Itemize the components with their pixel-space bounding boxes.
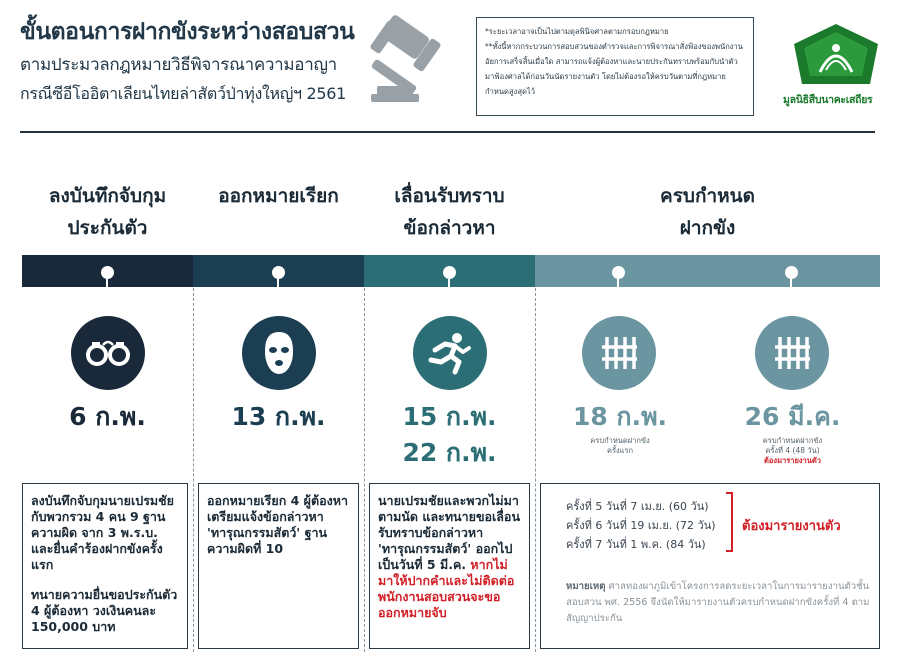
stage-title-postpone-line1: เลื่อนรับทราบ xyxy=(394,185,505,207)
timeline-marker xyxy=(272,266,285,279)
detention-first-note-line2: ครั้งแรก xyxy=(606,446,634,455)
gavel-icon xyxy=(363,14,463,114)
stage-title-detention xyxy=(535,180,880,244)
stage-title-arrest xyxy=(22,180,193,244)
page-subtitle: ตามประมวลกฎหมายวิธีพิจารณาความอาญา xyxy=(20,55,337,75)
report-label: ต้องมารายงานตัว xyxy=(742,519,841,534)
stage-title-arrest-line2: ประกันตัว xyxy=(67,217,148,239)
disclaimer-note-1: *ระยะเวลาอาจเป็นไปตามดุลพินิจศาลตามกรอบกฎหมาย xyxy=(485,27,669,36)
column-divider xyxy=(535,288,536,652)
appointment-item: ครั้งที่ 7 วันที่ 1 พ.ค. (84 วัน) xyxy=(566,538,706,551)
balaclava-icon xyxy=(242,316,316,390)
remark-body: ศาลทองผาภูมิเข้าโครงการลดระยะเวลาในการมารายงานตัวชั้นสอบสวน พศ. 2556 จึงนัดให้มารายงานตัวครบกำหนดฝากขังครั้งที่ 4 ตามสัญญาประกัน xyxy=(566,581,870,624)
date-arrest: 6 ก.พ. xyxy=(69,402,146,431)
timeline-marker xyxy=(101,266,114,279)
timeline-tick xyxy=(448,279,450,287)
disclaimer-note-2: **ทั้งนี้หากกระบวนการสอบสวนของตำรวจและการพิจารณาสั่งฟ้องของพนักงานอัยการเสร็จสิ้นเมื่อใด สามารถแจ้งผู้ต้องหาและนายประกันทราบพร้อมกับนำตัวมาฟ้องศาลได้ก่อนวันนัดรายงานตัว โดยไม่ต้องรอให้ครบวันตามที่กฎหมายกำหนดสูงสุดไว้ xyxy=(485,42,743,96)
detail-box-postpone xyxy=(369,483,530,649)
date-summons: 13 ก.พ. xyxy=(231,402,326,431)
detention-fourth-note-alert: ต้องมารายงานตัว xyxy=(764,456,821,465)
jail-bars-icon xyxy=(755,316,829,390)
remark-label: หมายเหตุ xyxy=(566,581,606,592)
appointment-bracket xyxy=(726,492,733,552)
column-divider xyxy=(193,288,194,652)
header-divider xyxy=(20,131,875,133)
detail-postpone-warning: หากไม่มาให้ปากคำและไม่ติดต่อพนักงานสอบสวนจะขอออกหมายจับ xyxy=(378,557,515,620)
detention-first-note xyxy=(535,436,705,456)
running-man-icon xyxy=(413,316,487,390)
stage-title-summons xyxy=(193,180,364,212)
detail-postpone-plain: นายเปรมชัยและพวกไม่มาตามนัด และทนายขอเลื่อนรับทราบข้อกล่าวหา 'ทารุณกรรมสัตว์' ออกไปเป็นวันที่ 5 มี.ค. xyxy=(378,493,520,572)
remark-text xyxy=(566,579,870,627)
detention-first-note-line1: ครบกำหนดฝากขัง xyxy=(590,436,650,445)
date-postpone-1: 15 ก.พ. xyxy=(402,402,497,431)
date-detention-fourth: 26 มี.ค. xyxy=(744,402,841,431)
stage-title-postpone-line2: ข้อกล่าวหา xyxy=(403,217,496,239)
appointment-item: ครั้งที่ 5 วันที่ 7 เม.ย. (60 วัน) xyxy=(566,500,709,513)
timeline-band-stage4 xyxy=(535,255,880,287)
detail-box-summons xyxy=(198,483,359,649)
case-title: กรณีซีอีโออิตาเลียนไทยล่าสัตว์ป่าทุ่งใหญ่ฯ 2561 xyxy=(20,84,347,103)
timeline-marker xyxy=(785,266,798,279)
detention-fourth-note-line1: ครบกำหนดฝากขัง xyxy=(762,436,823,445)
appointment-item: ครั้งที่ 6 วันที่ 19 เม.ย. (72 วัน) xyxy=(566,519,716,532)
timeline-tick xyxy=(617,279,619,287)
foundation-name: มูลนิธิสืบนาคะเสถียร xyxy=(783,94,873,106)
timeline-marker xyxy=(443,266,456,279)
stage-title-postpone xyxy=(364,180,535,244)
detail-bail-text: ทนายความยื่นขอประกันตัว 4 ผู้ต้องหา วงเงินคนละ 150,000 บาท xyxy=(31,587,178,634)
foundation-logo xyxy=(790,22,882,90)
stage-title-summons-line1: ออกหมายเรียก xyxy=(218,185,339,207)
date-postpone-2: 22 ก.พ. xyxy=(402,438,497,467)
stage-title-arrest-line1: ลงบันทึกจับกุม xyxy=(48,185,167,207)
stage-title-detention-line2: ฝากขัง xyxy=(679,217,736,239)
detail-postpone-text xyxy=(378,493,521,621)
page-title: ขั้นตอนการฝากขังระหว่างสอบสวน xyxy=(20,19,355,45)
date-detention-first: 18 ก.พ. xyxy=(572,402,668,431)
detail-arrest-text: ลงบันทึกจับกุมนายเปรมชัยกับพวกรวม 4 คน 9 ฐานความผิด จาก 3 พ.ร.บ. และยื่นคำร้องฝากขังครั้งแรก xyxy=(31,493,174,572)
stage-title-detention-line1: ครบกำหนด xyxy=(660,185,755,207)
timeline-tick xyxy=(790,279,792,287)
timeline-marker xyxy=(612,266,625,279)
detail-summons-text: ออกหมายเรียก 4 ผู้ต้องหาเตรียมแจ้งข้อกล่าวหา 'ทารุณกรรมสัตว์' ฐานความผิดที่ 10 xyxy=(207,493,348,556)
handcuffs-icon xyxy=(71,316,145,390)
detention-fourth-note-line2: ครั้งที่ 4 (48 วัน) xyxy=(765,446,820,455)
timeline-tick xyxy=(106,279,108,287)
jail-bars-icon xyxy=(582,316,656,390)
timeline-tick xyxy=(277,279,279,287)
disclaimer-box xyxy=(476,17,754,116)
detention-fourth-note xyxy=(705,436,880,466)
detail-box-arrest xyxy=(22,483,188,649)
